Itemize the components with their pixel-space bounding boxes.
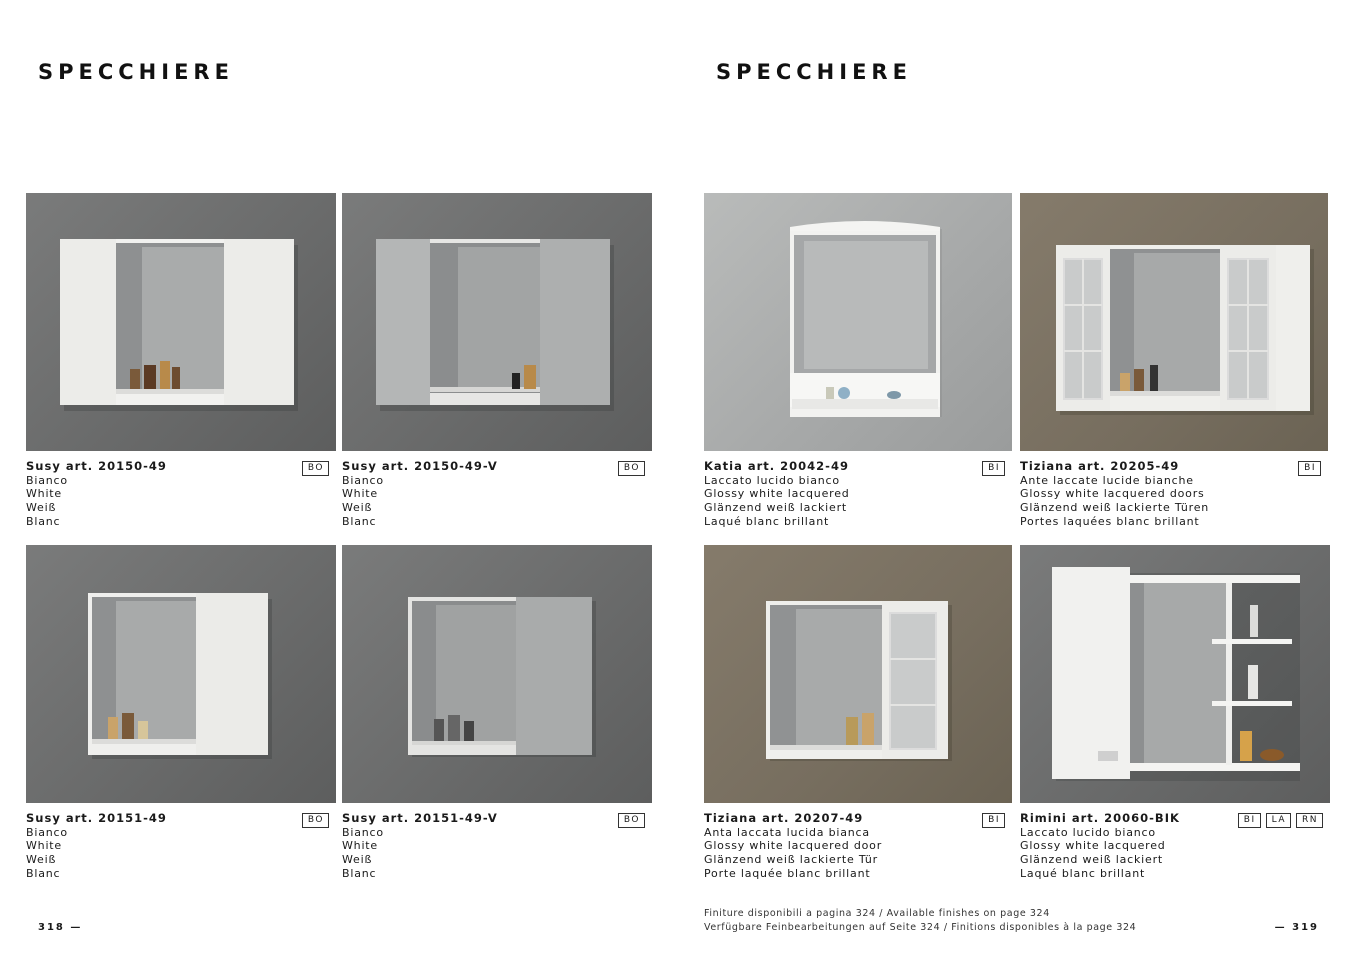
- product-name: Susy art. 20150-49: [26, 459, 167, 473]
- finishes-footnote-line-2: Verfügbare Feinbearbeitungen auf Seite 324 / Finitions disponibles à la page 324: [704, 922, 1137, 933]
- product-photo: [26, 545, 336, 803]
- finish-de: Glänzend weiß lackiert: [704, 501, 848, 515]
- product-card-susy-20150-49-v[interactable]: [342, 193, 652, 529]
- finish-en: Glossy white lacquered door: [704, 839, 883, 853]
- right-page-title: SPECCHIERE: [716, 60, 912, 84]
- finish-code-badge: BI: [1298, 461, 1321, 476]
- finish-it: Bianco: [342, 473, 384, 487]
- finish-de: Weiß: [26, 853, 57, 867]
- product-name: Tiziana art. 20205-49: [1020, 459, 1180, 473]
- left-page-number: 318 —: [38, 922, 83, 933]
- finishes-footnote-line-1: Finiture disponibili a pagina 324 / Available finishes on page 324: [704, 908, 1050, 919]
- finish-code-badge: BO: [302, 813, 329, 828]
- finish-it: Ante laccate lucide bianche: [1020, 473, 1194, 487]
- product-name: Susy art. 20150-49-V: [342, 459, 498, 473]
- product-photo: [704, 545, 1012, 803]
- finish-it: Bianco: [342, 825, 384, 839]
- finish-it: Anta laccata lucida bianca: [704, 825, 870, 839]
- finish-de: Weiß: [342, 501, 373, 515]
- finish-de: Glänzend weiß lackiert: [1020, 853, 1164, 867]
- finish-en: Glossy white lacquered: [704, 487, 850, 501]
- finish-en: White: [342, 839, 378, 853]
- finish-en: White: [342, 487, 378, 501]
- finish-it: Laccato lucido bianco: [704, 473, 840, 487]
- finish-it: Laccato lucido bianco: [1020, 825, 1156, 839]
- finish-fr: Portes laquées blanc brillant: [1020, 514, 1200, 528]
- finish-de: Weiß: [26, 501, 57, 515]
- product-photo: [342, 193, 652, 451]
- finish-fr: Laqué blanc brillant: [704, 514, 830, 528]
- left-page-title: SPECCHIERE: [38, 60, 234, 84]
- finish-code-badge: BI: [1238, 813, 1261, 828]
- finish-de: Glänzend weiß lackierte Türen: [1020, 501, 1210, 515]
- product-photo: [1020, 193, 1328, 451]
- finish-en: White: [26, 839, 62, 853]
- finish-fr: Blanc: [342, 514, 377, 528]
- finish-fr: Laqué blanc brillant: [1020, 866, 1146, 880]
- product-card-susy-20150-49[interactable]: [26, 193, 336, 529]
- product-name: Katia art. 20042-49: [704, 459, 849, 473]
- product-photo: [26, 193, 336, 451]
- finish-en: Glossy white lacquered doors: [1020, 487, 1205, 501]
- finish-en: White: [26, 487, 62, 501]
- product-card-rimini-20060-bik[interactable]: [1020, 545, 1330, 881]
- product-name: Rimini art. 20060-BIK: [1020, 811, 1180, 825]
- product-card-tiziana-20207-49[interactable]: [704, 545, 1012, 881]
- finish-fr: Blanc: [342, 866, 377, 880]
- finish-de: Glänzend weiß lackierte Tür: [704, 853, 878, 867]
- finish-fr: Blanc: [26, 866, 61, 880]
- product-photo: [1020, 545, 1330, 803]
- finish-en: Glossy white lacquered: [1020, 839, 1166, 853]
- finish-code-badge: BI: [982, 813, 1005, 828]
- product-card-katia-20042-49[interactable]: [704, 193, 1012, 529]
- finish-fr: Blanc: [26, 514, 61, 528]
- product-name: Susy art. 20151-49-V: [342, 811, 498, 825]
- product-card-susy-20151-49-v[interactable]: [342, 545, 652, 881]
- finish-code-badge: RN: [1296, 813, 1323, 828]
- finish-code-badge: BI: [982, 461, 1005, 476]
- finish-code-badge: BO: [302, 461, 329, 476]
- finish-fr: Porte laquée blanc brillant: [704, 866, 871, 880]
- finish-code-badge: BO: [618, 813, 645, 828]
- product-name: Susy art. 20151-49: [26, 811, 167, 825]
- finish-code-badge: LA: [1266, 813, 1291, 828]
- right-page-number: — 319: [1274, 922, 1319, 933]
- finish-code-badge: BO: [618, 461, 645, 476]
- product-photo: [342, 545, 652, 803]
- product-card-tiziana-20205-49[interactable]: [1020, 193, 1328, 529]
- product-name: Tiziana art. 20207-49: [704, 811, 864, 825]
- product-card-susy-20151-49[interactable]: [26, 545, 336, 881]
- finish-de: Weiß: [342, 853, 373, 867]
- finish-it: Bianco: [26, 473, 68, 487]
- finish-it: Bianco: [26, 825, 68, 839]
- product-photo: [704, 193, 1012, 451]
